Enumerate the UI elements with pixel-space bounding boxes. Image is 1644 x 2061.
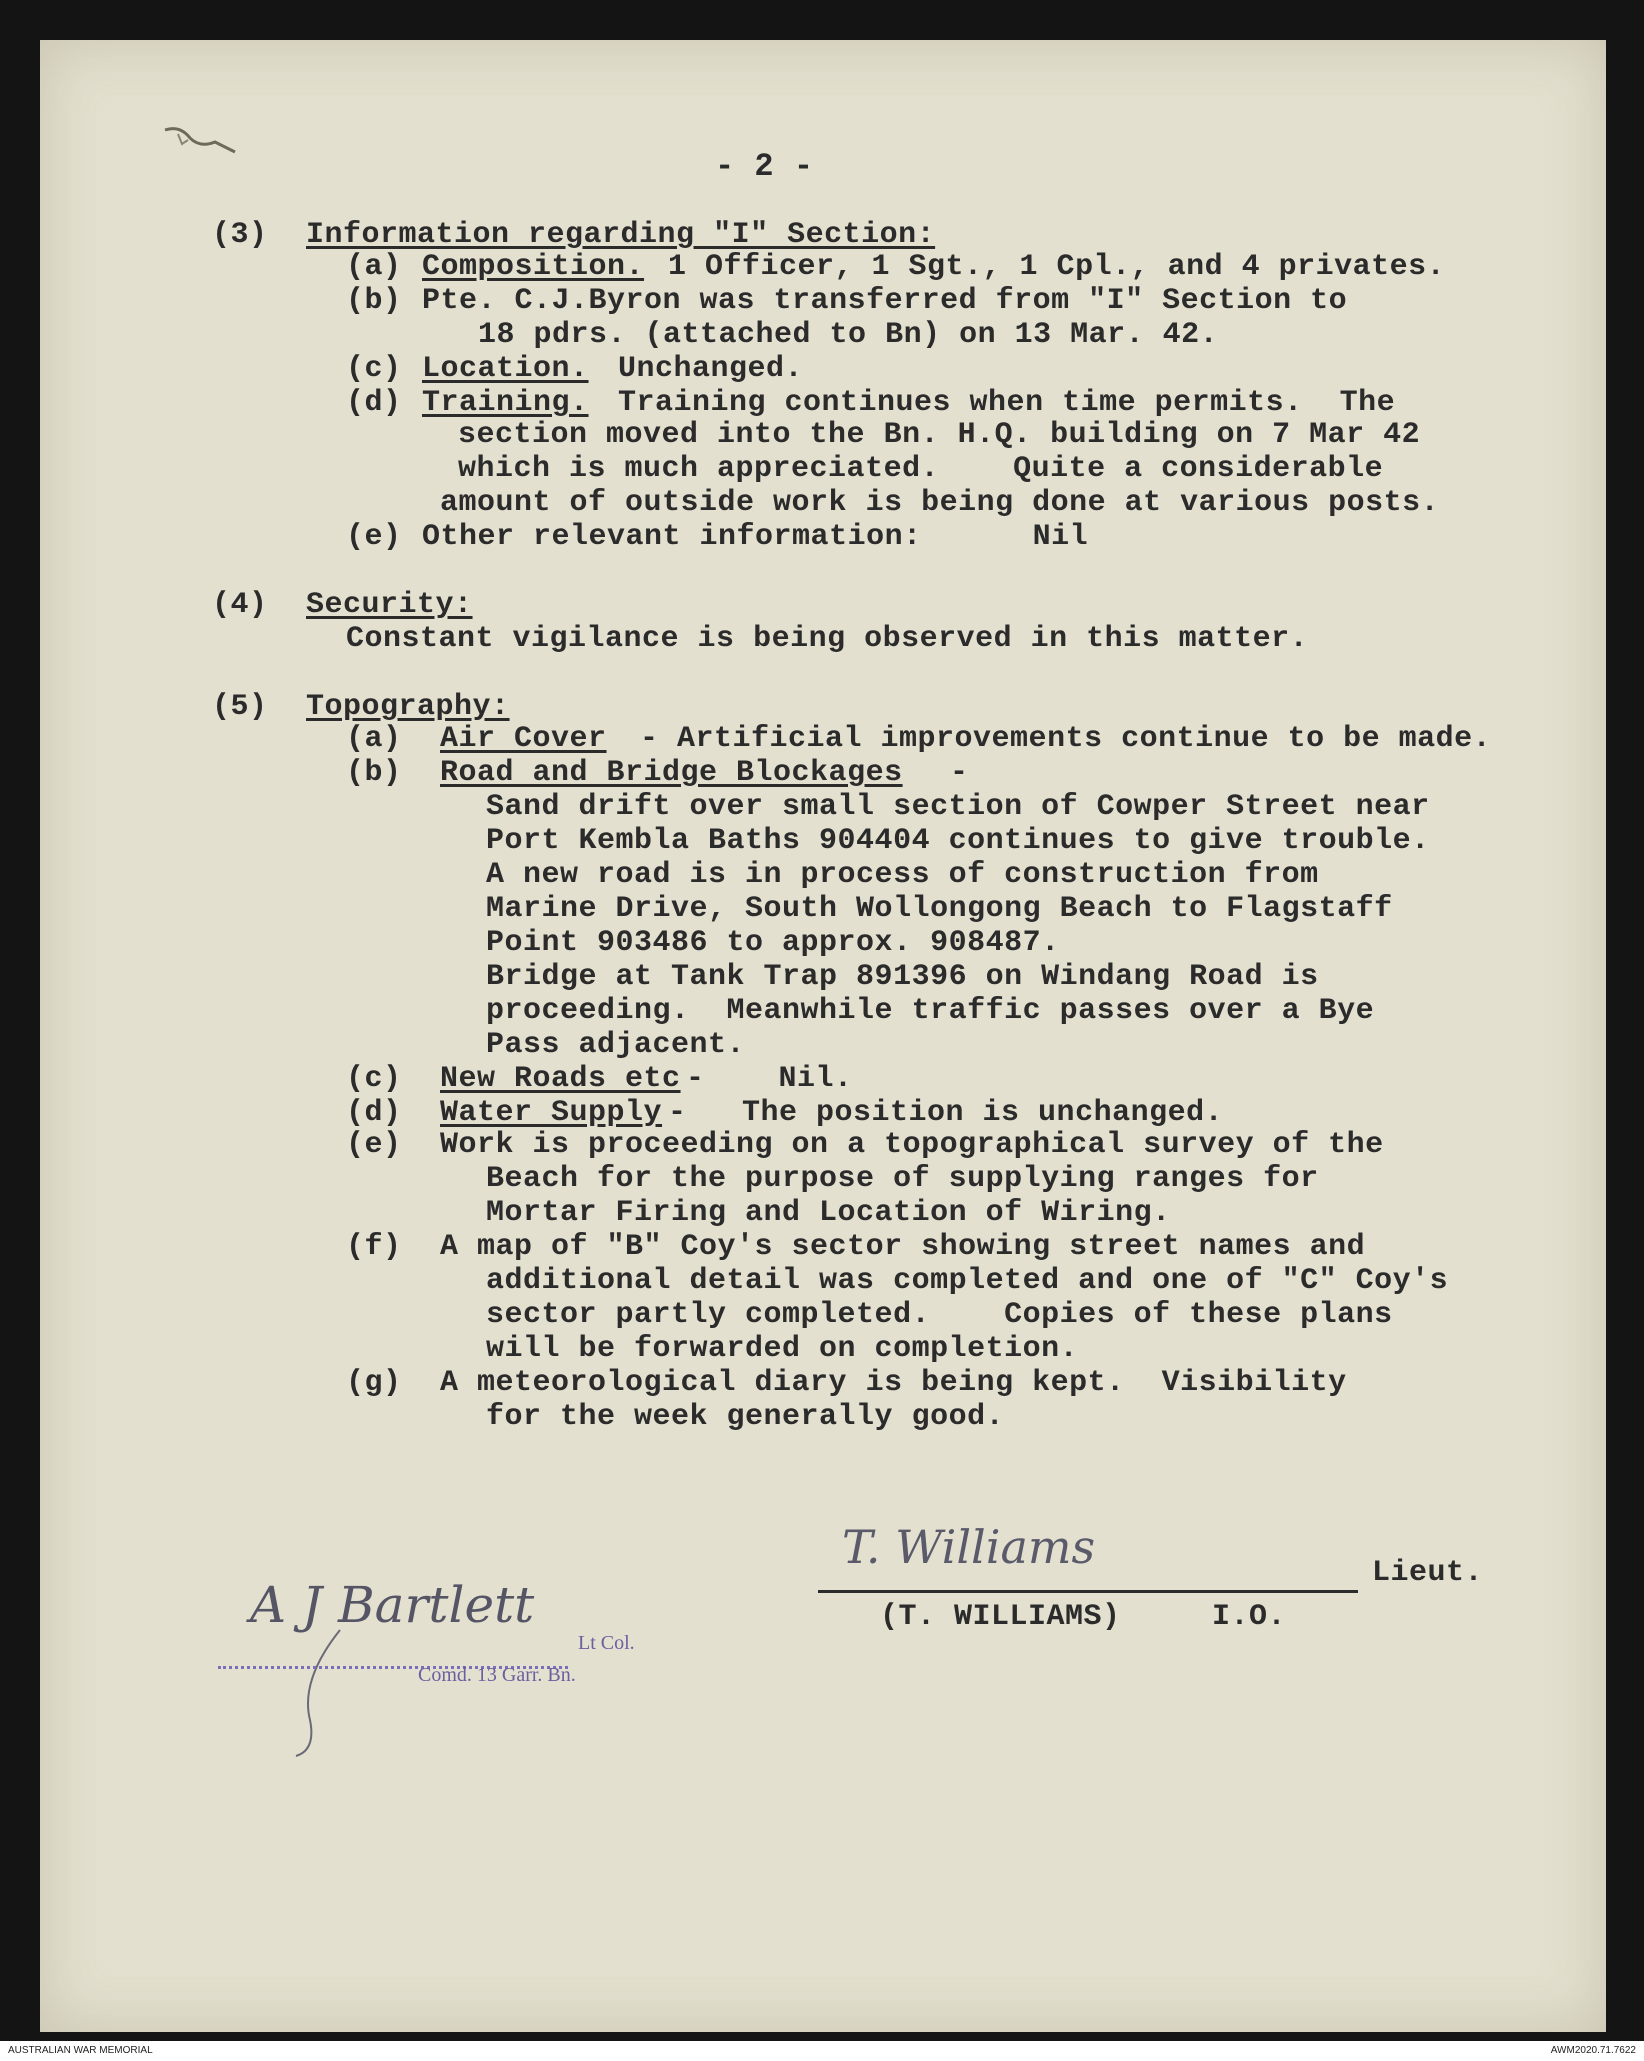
section-5-heading: Topography: xyxy=(306,690,510,724)
s3-c-text: Unchanged. xyxy=(618,352,804,386)
s5-a-title: Air Cover xyxy=(440,722,607,756)
s3-d-line3: which is much appreciated. Quite a considerable xyxy=(458,452,1384,486)
s5-c-text: - Nil. xyxy=(686,1062,853,1096)
s5-b-line2: Port Kembla Baths 904404 continues to give trouble. xyxy=(486,824,1430,858)
s3-d-label: (d) xyxy=(346,386,402,420)
s5-f-line2: additional detail was completed and one of "C" Coy's xyxy=(486,1264,1449,1298)
s5-f-line1: A map of "B" Coy's sector showing street names and xyxy=(440,1230,1366,1264)
s5-a-label: (a) xyxy=(346,722,402,756)
page-number: - 2 - xyxy=(715,148,814,185)
s5-b-line7: proceeding. Meanwhile traffic passes over a Bye xyxy=(486,994,1375,1028)
s5-d-label: (d) xyxy=(346,1096,402,1130)
s5-b-line5: Point 903486 to approx. 908487. xyxy=(486,926,1060,960)
s5-e-label: (e) xyxy=(346,1128,402,1162)
s5-g-line1: A meteorological diary is being kept. Visibility xyxy=(440,1366,1347,1400)
s5-c-title: New Roads etc xyxy=(440,1062,681,1096)
s3-d-title: Training. xyxy=(422,386,589,420)
s3-e-text: Other relevant information: Nil xyxy=(422,520,1089,554)
footer-institution: AUSTRALIAN WAR MEMORIAL xyxy=(8,2045,153,2056)
s3-c-label: (c) xyxy=(346,352,402,386)
signature-rank: Lieut. xyxy=(1372,1556,1484,1590)
s5-f-line3: sector partly completed. Copies of these plans xyxy=(486,1298,1393,1332)
section-3-number: (3) xyxy=(212,218,268,252)
s3-d-line2: section moved into the Bn. H.Q. building on 7 Mar 42 xyxy=(458,418,1421,452)
s5-b-title: Road and Bridge Blockages xyxy=(440,756,903,790)
s3-a-text: 1 Officer, 1 Sgt., 1 Cpl., and 4 privates. xyxy=(668,250,1446,284)
stamp-unit: Comd. 13 Garr. Bn. xyxy=(418,1664,576,1686)
s5-b-dash: - xyxy=(950,756,969,790)
s3-a-title: Composition. xyxy=(422,250,645,284)
s5-g-line2: for the week generally good. xyxy=(486,1400,1005,1434)
s5-d-title: Water Supply xyxy=(440,1096,663,1130)
s3-a-label: (a) xyxy=(346,250,402,284)
signature-role: I.O. xyxy=(1212,1600,1287,1634)
s5-f-label: (f) xyxy=(346,1230,402,1264)
s4-text: Constant vigilance is being observed in this matter. xyxy=(346,622,1309,656)
s5-e-line2: Beach for the purpose of supplying ranges for xyxy=(486,1162,1319,1196)
s5-c-label: (c) xyxy=(346,1062,402,1096)
s5-b-line4: Marine Drive, South Wollongong Beach to Flagstaff xyxy=(486,892,1393,926)
s5-f-line4: will be forwarded on completion. xyxy=(486,1332,1079,1366)
signature-name: (T. WILLIAMS) xyxy=(880,1600,1121,1634)
s3-d-line1: Training continues when time permits. The xyxy=(618,386,1396,420)
s5-b-line8: Pass adjacent. xyxy=(486,1028,746,1062)
footer-accession: AWM2020.71.7622 xyxy=(1550,2045,1636,2056)
s3-b-line2: 18 pdrs. (attached to Bn) on 13 Mar. 42. xyxy=(478,318,1219,352)
section-4-heading: Security: xyxy=(306,588,473,622)
signature-flourish xyxy=(280,1620,370,1760)
section-3-heading: Information regarding "I" Section: xyxy=(306,218,936,252)
s5-e-line1: Work is proceeding on a topographical survey of the xyxy=(440,1128,1384,1162)
s5-g-label: (g) xyxy=(346,1366,402,1400)
footer-bar xyxy=(0,2041,1644,2061)
s5-b-label: (b) xyxy=(346,756,402,790)
s3-c-title: Location. xyxy=(422,352,589,386)
s5-a-text: - Artificial improvements continue to be made. xyxy=(640,722,1492,756)
stamp-rank: Lt Col. xyxy=(578,1632,635,1654)
section-5-number: (5) xyxy=(212,690,268,724)
paper-tear-mark xyxy=(160,120,240,180)
section-4-number: (4) xyxy=(212,588,268,622)
s3-d-line4: amount of outside work is being done at various posts. xyxy=(440,486,1440,520)
s3-b-line1: Pte. C.J.Byron was transferred from "I" Section to xyxy=(422,284,1348,318)
s5-e-line3: Mortar Firing and Location of Wiring. xyxy=(486,1196,1171,1230)
s3-b-label: (b) xyxy=(346,284,402,318)
s3-e-label: (e) xyxy=(346,520,402,554)
signature-bartlett: A J Bartlett xyxy=(250,1576,535,1634)
signature-line xyxy=(818,1590,1358,1593)
s5-b-line6: Bridge at Tank Trap 891396 on Windang Road is xyxy=(486,960,1319,994)
s5-d-text: - The position is unchanged. xyxy=(668,1096,1224,1130)
signature-williams: T. Williams xyxy=(842,1520,1096,1574)
s5-b-line3: A new road is in process of construction from xyxy=(486,858,1319,892)
s5-b-line1: Sand drift over small section of Cowper Street near xyxy=(486,790,1430,824)
